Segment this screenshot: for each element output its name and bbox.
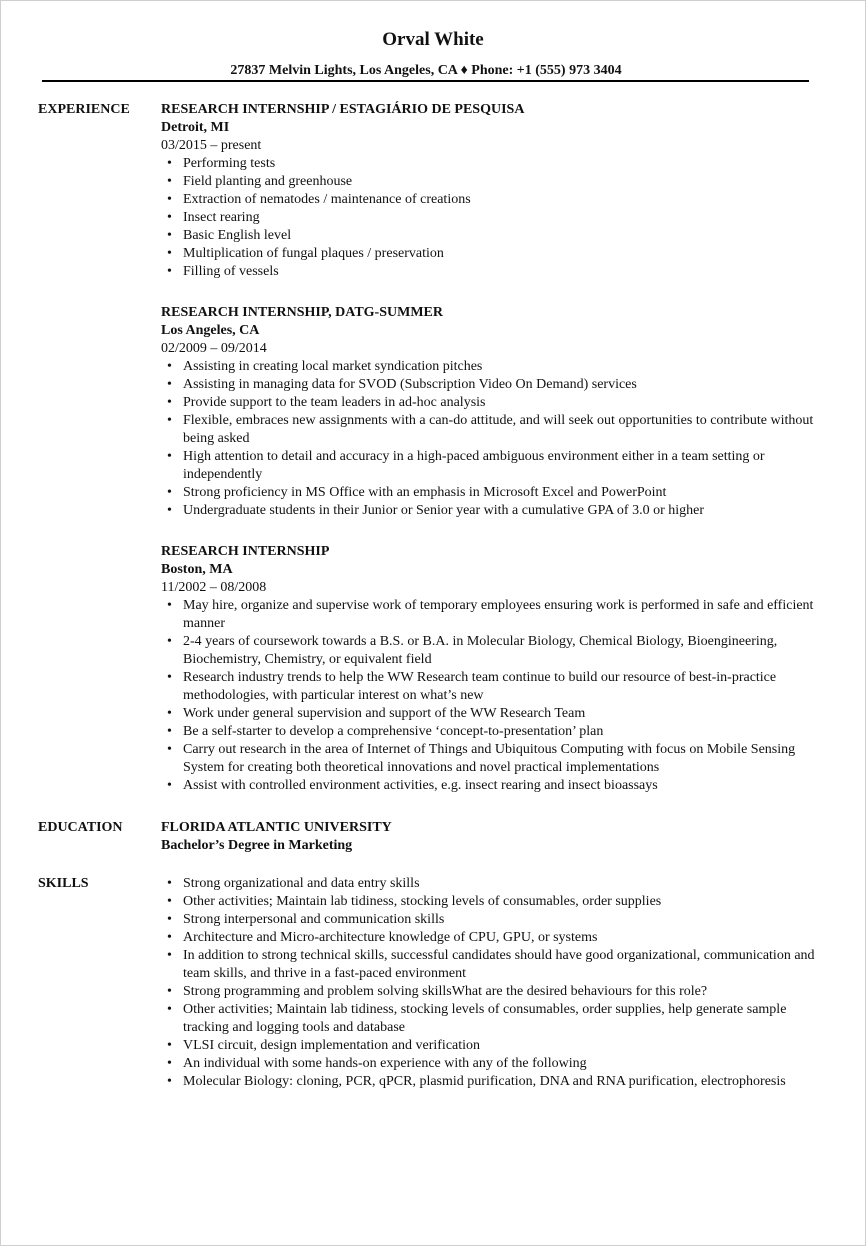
- degree-name: Bachelor’s Degree in Marketing: [161, 838, 353, 853]
- bullet-item: • Insect rearing: [161, 209, 821, 227]
- job-bullets: [161, 358, 821, 520]
- bullet-item: • Basic English level: [161, 227, 821, 245]
- job-title: RESEARCH INTERNSHIP, DATG-SUMMER: [161, 305, 443, 320]
- job-entry-1: [161, 101, 821, 281]
- job-dates: 11/2002 – 08/2008: [161, 580, 267, 595]
- bullet-item: • Carry out research in the area of Internet of Things and Ubiquitous Computing with focus on Mobile Sensing System for creating both theoretical innovations and novel practical implementations: [161, 741, 821, 777]
- bullet-item: • Performing tests: [161, 155, 821, 173]
- job-title: RESEARCH INTERNSHIP / ESTAGIÁRIO DE PESQUISA: [161, 102, 525, 117]
- job-location: Los Angeles, CA: [161, 323, 260, 338]
- bullet-item: • Strong proficiency in MS Office with an emphasis in Microsoft Excel and PowerPoint: [161, 484, 821, 502]
- contact-line: 27837 Melvin Lights, Los Angeles, CA ♦ Phone: +1 (555) 973 3404: [230, 63, 622, 78]
- bullet-item: • Field planting and greenhouse: [161, 173, 821, 191]
- education-heading: EDUCATION: [38, 820, 123, 835]
- bullet-item: • Flexible, embraces new assignments with a can-do attitude, and will seek out opportunities to contribute without being asked: [161, 412, 821, 448]
- bullet-item: • In addition to strong technical skills, successful candidates should have good organizational, communication and team skills, and thrive in a fast-paced environment: [161, 947, 821, 983]
- bullet-item: • Research industry trends to help the WW Research team continue to build our resource of best-in-practice methodologies, with particular interest on what’s new: [161, 669, 821, 705]
- bullet-item: • Other activities; Maintain lab tidiness, stocking levels of consumables, order supplies: [161, 893, 821, 911]
- bullet-item: • Assisting in creating local market syndication pitches: [161, 358, 821, 376]
- bullet-item: • Be a self-starter to develop a comprehensive ‘concept-to-presentation’ plan: [161, 723, 821, 741]
- bullet-item: • Molecular Biology: cloning, PCR, qPCR, plasmid purification, DNA and RNA purification, electrophoresis: [161, 1073, 821, 1091]
- bullet-item: • Multiplication of fungal plaques / preservation: [161, 245, 821, 263]
- bullet-item: • 2-4 years of coursework towards a B.S. or B.A. in Molecular Biology, Chemical Biology, Bioengineering, Biochemistry, Chemistry, or equivalent field: [161, 633, 821, 669]
- job-entry-2: [161, 304, 821, 520]
- job-dates: 03/2015 – present: [161, 138, 262, 153]
- bullet-item: • Architecture and Micro-architecture knowledge of CPU, GPU, or systems: [161, 929, 821, 947]
- bullet-item: • Extraction of nematodes / maintenance of creations: [161, 191, 821, 209]
- bullet-item: • Other activities; Maintain lab tidiness, stocking levels of consumables, order supplies, help generate sample tracking and logging tools and database: [161, 1001, 821, 1037]
- bullet-item: • Strong organizational and data entry skills: [161, 875, 821, 893]
- bullet-item: • Assisting in managing data for SVOD (Subscription Video On Demand) services: [161, 376, 821, 394]
- bullet-item: • Assist with controlled environment activities, e.g. insect rearing and insect bioassays: [161, 777, 821, 795]
- job-location: Detroit, MI: [161, 120, 230, 135]
- job-bullets: [161, 597, 821, 795]
- school-name: FLORIDA ATLANTIC UNIVERSITY: [161, 820, 392, 835]
- bullet-item: • Provide support to the team leaders in ad-hoc analysis: [161, 394, 821, 412]
- bullet-item: • Strong programming and problem solving skillsWhat are the desired behaviours for this role?: [161, 983, 821, 1001]
- job-location: Boston, MA: [161, 562, 233, 577]
- candidate-name: Orval White: [382, 29, 484, 50]
- job-title: RESEARCH INTERNSHIP: [161, 544, 330, 559]
- skills-heading: SKILLS: [38, 876, 89, 891]
- job-entry-3: [161, 543, 821, 795]
- bullet-item: • Strong interpersonal and communication skills: [161, 911, 821, 929]
- header-divider: [42, 80, 809, 82]
- bullet-item: • Undergraduate students in their Junior or Senior year with a cumulative GPA of 3.0 or higher: [161, 502, 821, 520]
- bullet-item: • Work under general supervision and support of the WW Research Team: [161, 705, 821, 723]
- bullet-item: • High attention to detail and accuracy in a high-paced ambiguous environment either in a team setting or independently: [161, 448, 821, 484]
- bullet-item: • May hire, organize and supervise work of temporary employees ensuring work is performed in safe and efficient manner: [161, 597, 821, 633]
- job-dates: 02/2009 – 09/2014: [161, 341, 267, 356]
- bullet-item: • An individual with some hands-on experience with any of the following: [161, 1055, 821, 1073]
- experience-heading: EXPERIENCE: [38, 102, 130, 117]
- job-bullets: [161, 155, 821, 281]
- bullet-item: • Filling of vessels: [161, 263, 821, 281]
- skills-bullets: [161, 875, 821, 1091]
- bullet-item: • VLSI circuit, design implementation and verification: [161, 1037, 821, 1055]
